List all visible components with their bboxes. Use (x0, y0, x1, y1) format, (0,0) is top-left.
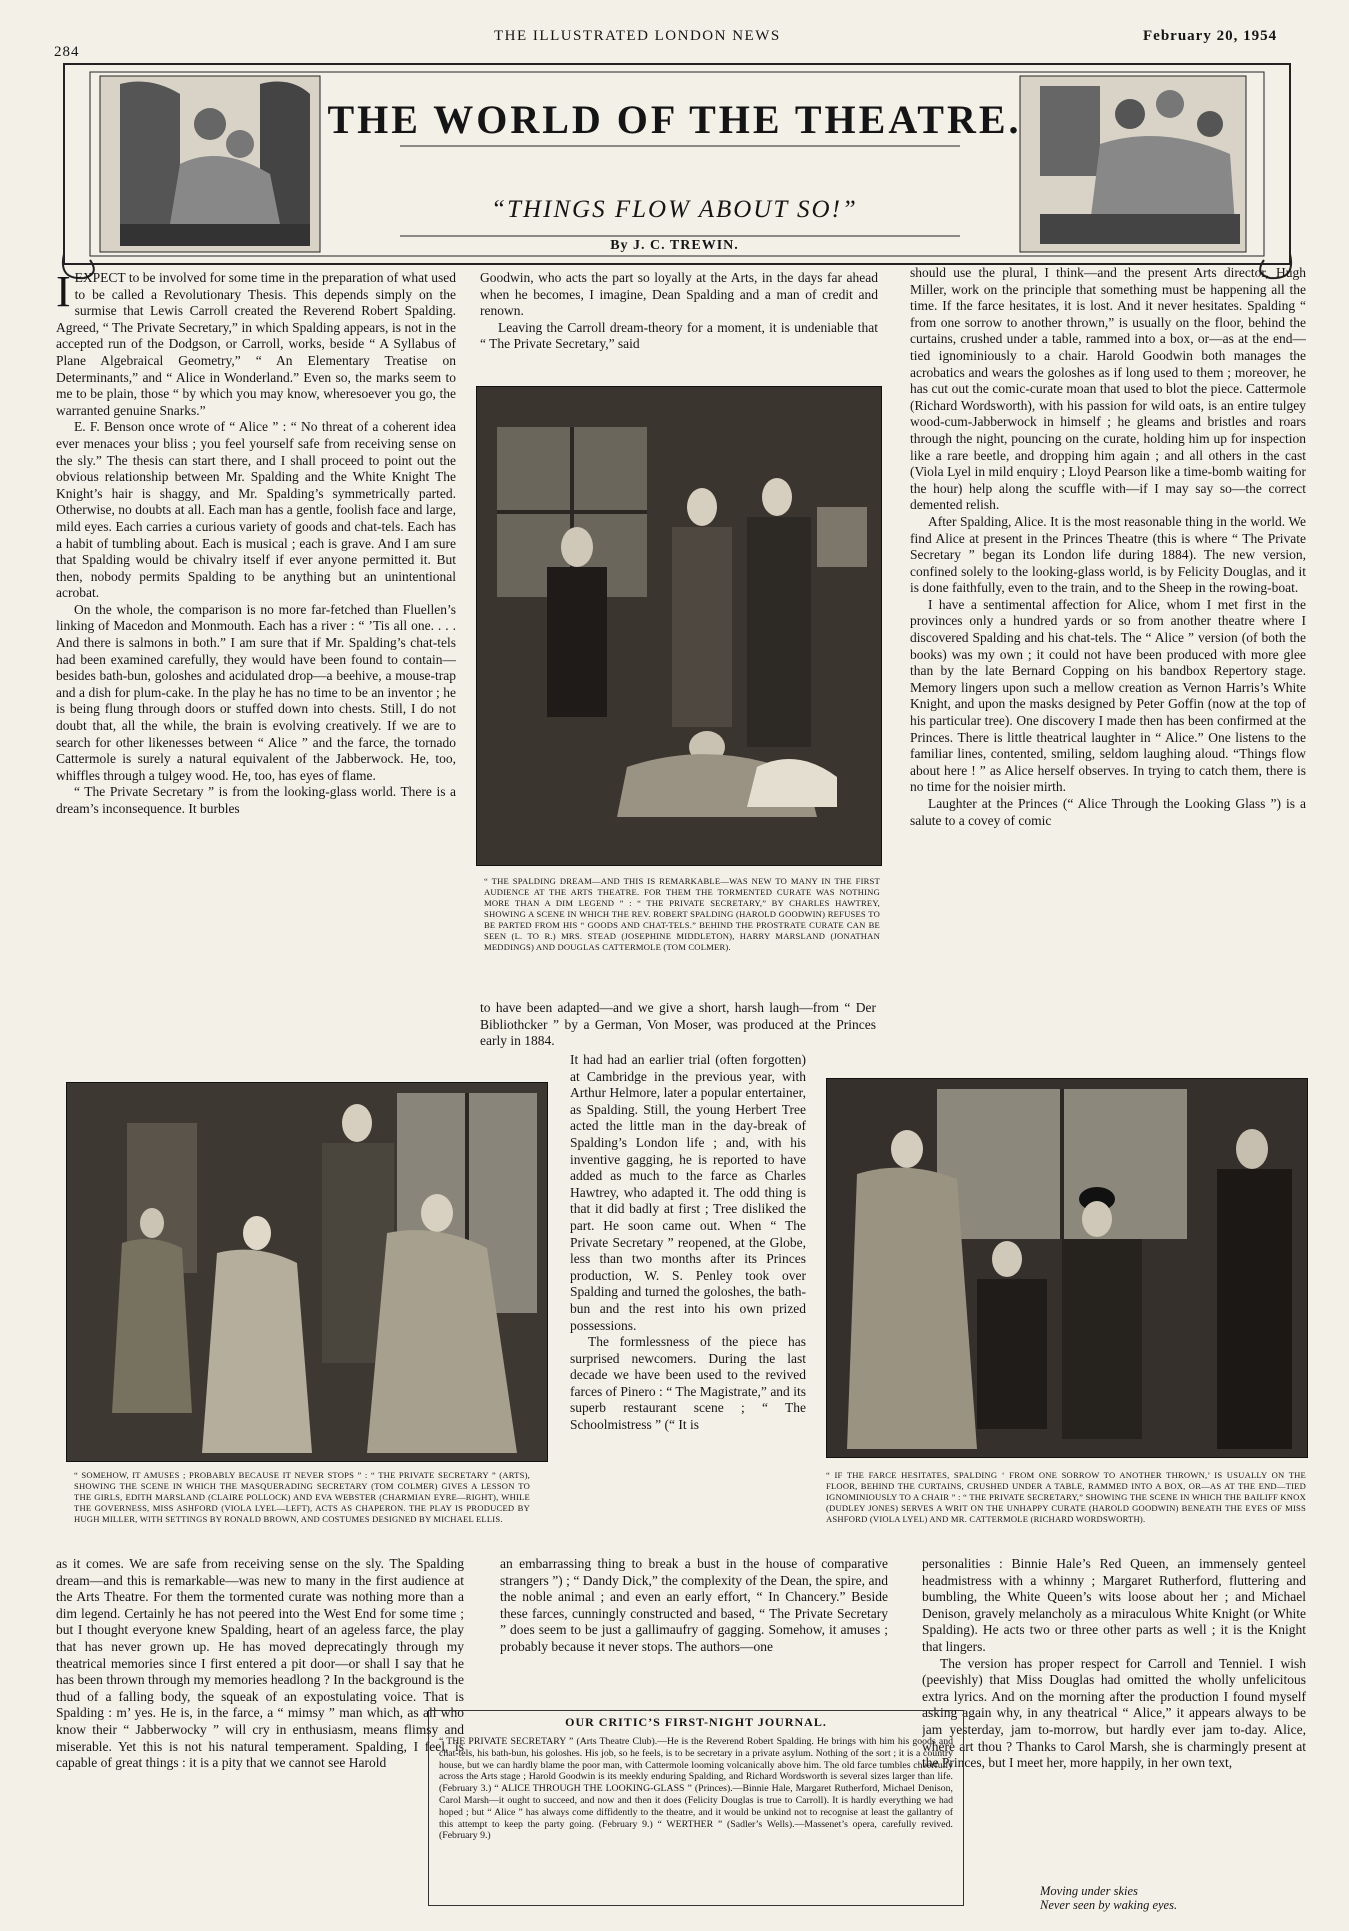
article-column-3 (910, 265, 1306, 1051)
photo-spalding-dream (476, 386, 882, 866)
paragraph: IEXPECT to be involved for some time in the preparation of what used to be called a Revolutionary Thesis. This depends simply on the surmise that Lewis Carroll created the Reverend Robert Spalding. Agreed, “ The Private Secretary,” in which Spalding appears, is not in the accepted run of the Dodgson, or Carroll, works, beside “ A Syllabus of Plane Algebraical Geometry,” “ An Elementary Treatise on Determinants,” and “ Alice in Wonderland.” Even so, the marks seem to me to be plain, those “ by which you may know, wheresoever you go, the warranted genuine Snarks.” (56, 270, 456, 418)
drop-cap: I (56, 270, 71, 316)
paragraph: an embarrassing thing to break a bust in the house of comparative strangers ”) ; “ Dandy Dick,” the complexity of the Dean, the spire, and the noble animal ; and even an early effort, “ In Chancery.” Beside these farces, cunningly constructed and based, “ The Private Secretary ” does seem to be just a gallimaufry of gagging. Somehow, it amuses ; probably because it never stops. The authors—one (500, 1556, 888, 1654)
paragraph: E. F. Benson once wrote of “ Alice ” : “ No threat of a coherent idea ever menaces your bliss ; you feel yourself safe from receiving sense on the sly.” The thesis can start there, and I shall proceed to point out the obvious relationship between Mr. Spalding and the White Knight The Knight’s hair is shaggy, and Mr. Spalding’s symmetrically parted. Otherwise, no doubts at all. Each man has a gentle, foolish face and large, mild eyes. Each carries a curious variety of goods and chat-tels. Each has a habit of tumbling about. Each is musical ; each is grave. And I am sure that Spalding would be chivalry itself if ever anyone permitted it. But then, nobody permits Spalding to be anything but an unintentional acrobat. (56, 419, 456, 601)
paragraph: Leaving the Carroll dream-theory for a moment, it is undeniable that “ The Private Secretary,” said (480, 319, 878, 352)
verse-line: Never seen by waking eyes. (1040, 1898, 1178, 1912)
paragraph: On the whole, the comparison is no more far-fetched than Fluellen’s linking of Macedon and Monmouth. Each has a river : “ ’Tis all one. . . . And there is salmons in both.” I am sure that if Mr. Spalding’s chat-tels had been examined carefully, they would have been found to contain—besides bath-bun, goloshes and acidulated drop—a beehive, a mouse-trap and a dish for plum-cake. In the play he has no time to be an inventor ; he is being flung through doors or stuffed down into chests. Still, I do not doubt that, all the while, the brain is evolving creatively. If we are to search for other likenesses between “ Alice ” and the farce, the tornado Cattermole is surely a natural equivalent of the Jabberwock. He, too, whiffles through a tulgey wood. He, too, has eyes of flame. (56, 601, 456, 783)
issue-date: February 20, 1954 (1143, 28, 1278, 44)
article-column-3-lower (922, 1556, 1306, 1916)
article-column-2-top (480, 270, 878, 362)
caption-top-photo: “ THE SPALDING DREAM—AND THIS IS REMARKABLE—WAS NEW TO MANY IN THE FIRST AUDIENCE AT THE ARTS THEATRE. FOR THEM THE TORMENTED CURATE WAS NOTHING MORE THAN A DIM LEGEND ” : “ THE PRIVATE SECRETARY,” BY CHARLES HAWTREY, SHOWING A SCENE IN WHICH THE REV. ROBERT SPALDING (HAROLD GOODWIN) REFUSES TO BE PARTED FROM HIS “ GOODS AND CHAT-TELS.” BEHIND THE PROSTRATE CURATE CAN BE SEEN (L. TO R.) MRS. STEAD (JOSEPHINE MIDDLETON), HARRY MARSLAND (JONATHAN MEDDINGS) AND DOUGLAS CATTERMOLE (TOM COLMER). (484, 876, 880, 952)
article-headline: “THINGS FLOW ABOUT SO!” (491, 196, 858, 223)
paragraph: I have a sentimental affection for Alice, whom I met first in the provinces only a hundred yards or so from another theatre where I discovered Spalding and his chat-tels. The “ Alice ” version (of both the books) was my own ; it could not have been produced with more glee than by the late Bernard Copping on his bandbox Repertory stage. Memory lingers upon such a mellow creation as Vernon Harris’s White Knight, and upon the masks designed by Peter Goffin (now at the top of his particular tree). One discovery I made then has been confirmed at the Princes. There is little theatrical laughter in “ Alice.” One listens to the familiar lines, contented, smiling, seldom laughing aloud. “Things flow about here ! ” as Alice herself observes. In trying to catch them, there is no time for the noisier mirth. (910, 596, 1306, 795)
paragraph: “ The Private Secretary ” is from the looking-glass world. There is a dream’s inconsequence. It burbles (56, 784, 456, 816)
paragraph: The formlessness of the piece has surprised newcomers. During the last decade we have been used to the revived farces of Pinero : “ The Magistrate,” and its superb restaurant scene ; “ The Schoolmistress ” (“ It is (570, 1334, 806, 1433)
article-column-1-lower (56, 1556, 464, 1916)
journal-title: OUR CRITIC’S FIRST-NIGHT JOURNAL. (565, 1715, 827, 1729)
article-column-2-narrow (570, 1052, 806, 1452)
paragraph: to have been adapted—and we give a short, harsh laugh—from “ Der Bibliothcker ” by a German, Von Moser, was produced at the Princes early in 1884. (480, 1000, 876, 1049)
paragraph: The version has proper respect for Carroll and Tenniel. I wish (peevishly) that Miss Douglas had omitted the wholly unfelicitous extra lyrics. And on the morning after the production I found myself asking again why, in any theatrical “ Alice,” it appears always to be jam yesterday, jam to-morrow, but hardly ever jam to-day. Alice, where art thou ? Thanks to Carol Marsh, she is charmingly present at the Princes, but I meet her, more happily, in her own text, (922, 1655, 1306, 1771)
paragraph: It had had an earlier trial (often forgotten) at Cambridge in the previous year, with Arthur Helmore, later a popular entertainer, as Spalding. Still, the young Herbert Tree acted the little man in the day-break of Spalding’s London life ; and, with his inventive gagging, he is reported to have added as much to the farce as Charles Hawtrey, who adapted it. The odd thing is that it did badly at first ; Tree disliked the part. He soon came out. When “ The Private Secretary ” reopened, at the Globe, less than two months after its Princes production, W. S. Penley took over Spalding and turned the goloshes, the bath-bun and the rest into his own prized possessions. (570, 1052, 806, 1333)
paragraph: personalities : Binnie Hale’s Red Queen, an immensely genteel headmistress with a whinny ; Margaret Rutherford, fluttering and bumbling, the White Queen’s wits loose about her ; and Michael Denison, gravely melancholy as a miraculous White Knight (or White Spalding). He acts two or three other parts as well ; it is the Knight that lingers. (922, 1556, 1306, 1654)
caption-left-photo: “ SOMEHOW, IT AMUSES ; PROBABLY BECAUSE IT NEVER STOPS ” : “ THE PRIVATE SECRETARY ” (ARTS), SHOWING THE SCENE IN WHICH THE MASQUERADING SECRETARY (TOM COLMER) GIVES A LESSON TO THE GIRLS, EDITH MARSLAND (CLAIRE POLLOCK) AND EVA WEBSTER (CHARMIAN EYRE—RIGHT), WHILE THE GOVERNESS, MISS ASHFORD (VIOLA LYEL—LEFT), ACTS AS CHAPERON. THE PLAY IS PRODUCED BY HUGH MILLER, WITH SETTINGS BY RONALD BROWN, AND COSTUMES DESIGNED BY MICHAEL ELLIS. (74, 1470, 530, 1524)
journal-text: “ THE PRIVATE SECRETARY ” (Arts Theatre Club).—He is the Reverend Robert Spalding. He brings with him his goods and chat-tels, his bath-bun, his goloshes. His job, so he feels, is to be secretary in a private asylum. Nothing of the sort ; it is a country house, but we can hardly blame the poor man, with Cattermole looming volcanically above him. The old farce tumbles cheerfully across the Arts stage ; Harold Goodwin is its meekly enduring Spalding, and Richard Wordsworth is several sizes larger than life. (February 3.) “ ALICE THROUGH THE LOOKING-GLASS ” (Princes).—Binnie Hale, Margaret Rutherford, Michael Denison, Carol Marsh—it ought to succeed, and now and then it does (Felicity Douglas is true to Carroll). It is hardly everything we had hoped ; but “ Alice ” has always come diffidently to the theatre, and it would be unkind not to recognise at least the gallantry of this attempt to keep the party going. (February 9.) “ WERTHER ” (Sadler’s Wells).—Massenet’s opera, carefully revived. (February 9.) (439, 1736, 953, 1842)
closing-verse (1040, 1884, 1240, 1912)
paragraph: Laughter at the Princes (“ Alice Through the Looking Glass ”) is a salute to a covey of comic (910, 796, 1306, 828)
caption-right-photo: “ IF THE FARCE HESITATES, SPALDING ‘ FROM ONE SORROW TO ANOTHER THROWN,’ IS USUALLY ON THE FLOOR, BEHIND THE CURTAINS, CRUSHED UNDER A TABLE, RAMMED INTO A BOX, OR—AS AT THE END—TIED IGNOMINIOUSLY TO A CHAIR ” : “ THE PRIVATE SECRETARY,” SHOWING THE SCENE IN WHICH THE BAILIFF KNOX (DUDLEY JONES) SERVES A WRIT ON THE UNHAPPY CURATE (HAROLD GOODWIN) BENEATH THE EYES OF MISS ASHFORD (VIOLA LYEL) AND MR. CATTERMOLE (RICHARD WORDSWORTH). (826, 1470, 1306, 1524)
article-column-2-lower (500, 1556, 888, 1700)
publication-name: THE ILLUSTRATED LONDON NEWS (494, 28, 781, 44)
article-column-1 (56, 270, 456, 1050)
byline: By J. C. TREWIN. (610, 238, 739, 253)
page-number: 284 (54, 44, 80, 60)
article-column-2-middle (480, 1000, 876, 1050)
paragraph: Goodwin, who acts the part so loyally at the Arts, in the days far ahead when he becomes, I imagine, Dean Spalding and a man of credit and renown. (480, 270, 878, 319)
paragraph: should use the plural, I think—and the present Arts director, Hugh Miller, work on the principle that something must be happening all the time. If the farce hesitates, it is lost. And it never hesitates. Spalding “ from one sorrow to another thrown,” is usually on the floor, behind the curtains, crushed under a table, rammed into a box, or—as at the end—tied ignominiously to a chair. Harold Goodwin both manages the acrobatics and wears the goloshes as if long used to them ; moreover, he has cut out the comic-curate moan that used to blot the piece. Cattermole (Richard Wordsworth), with his passion for wild oats, is an entire tulgey wood-cum-Jabberwock in himself ; he gleams and bristles and roars through the night, pouncing on the curate, holding him up for inspection like a rare beetle, and dropping him again ; and all others in the cast (Viola Lyel in mild enquiry ; Lloyd Pearson like a time-bomb waiting for the hour) help along the scuffle with—if I may say so—the correct demented relish. (910, 265, 1306, 513)
photo-lesson-scene (66, 1082, 548, 1462)
section-title: THE WORLD OF THE THEATRE. (327, 97, 1022, 142)
verse-line: Moving under skies (1040, 1884, 1138, 1898)
critics-journal-box (428, 1710, 964, 1906)
paragraph: as it comes. We are safe from receiving sense on the sly. The Spalding dream—and this is remarkable—was new to many in the first audience at the Arts Theatre. For them the tormented curate was nothing more than a dim legend. Certainly he has not peered into the West End for some time ; but I thought everyone knew Spalding, heart of an ageless farce, the play that has never grown up. He has moved deprecatingly through my theatrical memories since I first entered a pit door—or shall I say that he has been thrown through my memories headlong ? In the background is the thud of a falling body, the squeak of an expostulating voice. That is Spalding : m’ yes. He is, in the farce, a “ mimsy ” man which, as all who know their “ Jabberwocky ” will cry in enthusiasm, means flimsy and miserable. Yet this is not his natural temperament. Spalding, I feel, is capable of great things : it is a pity that we cannot see Harold (56, 1556, 464, 1771)
paragraph: After Spalding, Alice. It is the most reasonable thing in the world. We find Alice at present in the Princes Theatre (this is where “ The Private Secretary ” began its London life during 1884). The new version, confined solely to the looking-glass world, is by Felicity Douglas, and it is done faithfully, even to the train, and to the Sheep in the rowing-boat. (910, 513, 1306, 596)
photo-bailiff-scene (826, 1078, 1308, 1458)
